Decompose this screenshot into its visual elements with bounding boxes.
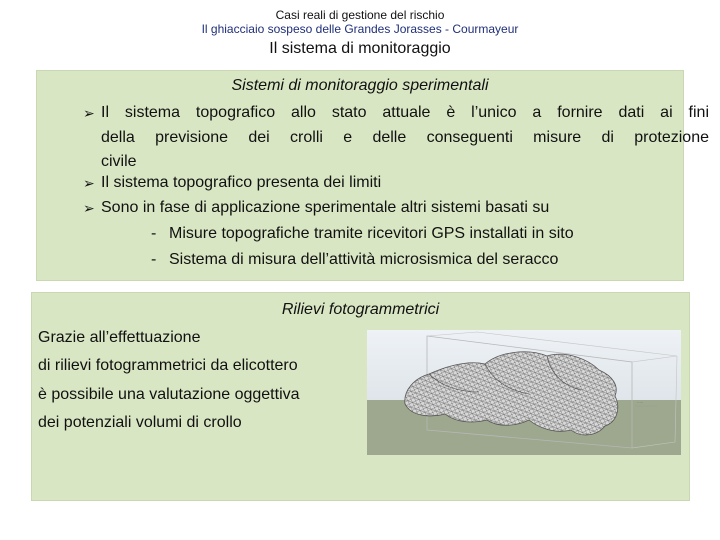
bullet-2 [83, 171, 709, 196]
sub-item-gps [151, 225, 574, 243]
header-line-1: Casi reali di gestione del rischio [275, 8, 445, 22]
experimental-monitoring-box [36, 70, 709, 281]
para-line-3: è possibile una valutazione oggettiva [38, 386, 300, 403]
section-title: Il sistema di monitoraggio [269, 40, 451, 57]
sub-item-gps-text: Misure topografiche tramite ricevitori GPS installati in sito [169, 225, 574, 242]
arrow-bullet-icon: ➢ [83, 175, 95, 191]
bullet-1-line-2: della previsione dei crolli e delle conseguenti misure di protezione [101, 128, 709, 146]
bullet-1-line-3: civile [101, 153, 137, 170]
para-line-4: dei potenziali volumi di crollo [38, 414, 242, 431]
dash-bullet-icon: - [151, 251, 157, 268]
bullet-2-text: Il sistema topografico presenta dei limiti [101, 174, 382, 191]
sub-item-microseismic [151, 251, 558, 269]
photogrammetric-mesh-image [367, 330, 681, 455]
sub-item-microseismic-text: Sistema di misura dell’attività microsismica del seracco [169, 251, 559, 268]
dash-bullet-icon: - [151, 225, 157, 242]
arrow-bullet-icon: ➢ [83, 200, 95, 216]
para-line-2: di rilievi fotogrammetrici da elicottero [38, 357, 298, 374]
bullet-3-text: Sono in fase di applicazione sperimentale altri sistemi basati su [101, 199, 550, 216]
arrow-bullet-icon: ➢ [83, 105, 95, 121]
bullet-1-line-1: Il sistema topografico allo stato attuale è l’unico a fornire dati ai fini [101, 104, 709, 121]
para-line-1: Grazie all’effettuazione [38, 329, 201, 346]
box2-title: Rilievi fotogrammetrici [281, 301, 440, 318]
box1-title: Sistemi di monitoraggio sperimentali [231, 77, 489, 94]
bullet-1 [83, 101, 709, 175]
bullet-3 [83, 196, 709, 221]
svg-text:·····: ····· [637, 400, 644, 405]
header-line-2: Il ghiacciaio sospeso delle Grandes Jorasses - Courmayeur [201, 22, 519, 36]
